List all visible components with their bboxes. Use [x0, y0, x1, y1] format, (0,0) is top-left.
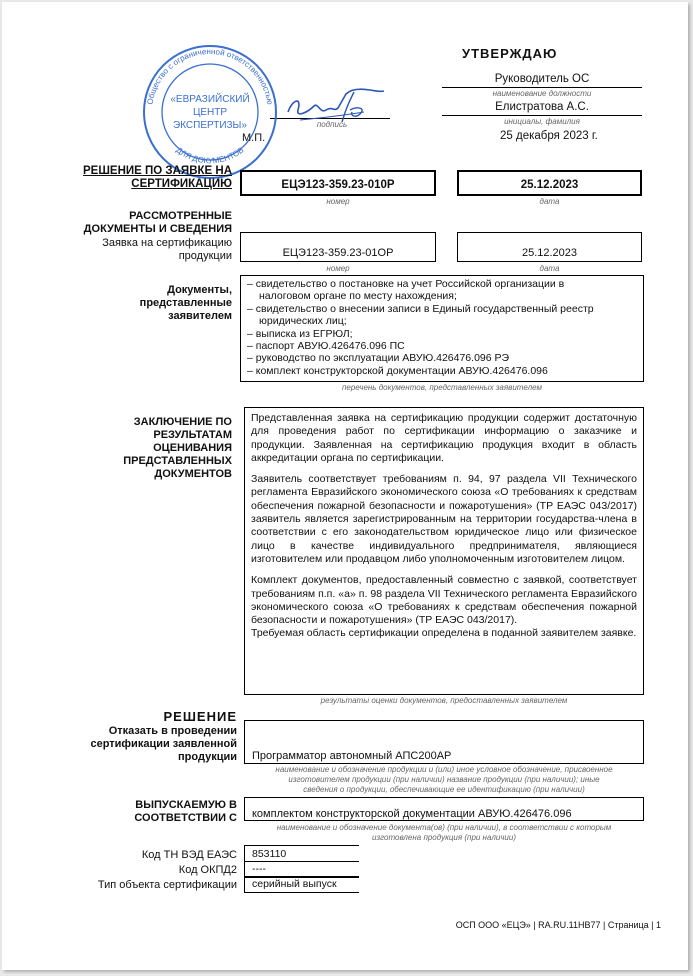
code-tnved-value: 853110 — [252, 848, 287, 860]
conclusion-label-line5: ДОКУМЕНТОВ — [154, 468, 232, 480]
stamp-line3: ЭКСПЕРТИЗЫ» — [173, 120, 247, 131]
conformity-caption — [244, 823, 644, 843]
resolution-label-line3: продукции — [178, 751, 237, 763]
decision-label — [42, 165, 232, 191]
approval-title: УТВЕРЖДАЮ — [462, 46, 558, 61]
documents-caption: перечень документов, представленных заявителем — [342, 383, 542, 392]
approval-position-caption: наименование должности — [492, 89, 592, 98]
conclusion-box — [244, 407, 644, 695]
documents-item: – выписка из ЕГРЮЛ; — [247, 327, 353, 340]
conformity-label — [32, 799, 237, 825]
approval-date: 25 декабря 2023 г. — [500, 130, 598, 142]
approval-name: Елистратова А.С. — [495, 101, 589, 113]
application-label — [32, 237, 232, 263]
documents-item: – паспорт АВУЮ.426476.096 ПС — [247, 340, 405, 353]
documents-box — [240, 275, 644, 382]
application-number: ЕЦЭ123-359.23-01ОР — [282, 247, 394, 259]
documents-label-line2: представленные — [139, 297, 232, 309]
resolution-heading: РЕШЕНИЕ — [163, 709, 237, 724]
stamp-outer-text: Общество с ограниченной ответственностью — [145, 46, 275, 106]
decision-label-line2: СЕРТИФИКАЦИЮ — [131, 178, 232, 190]
document-page — [2, 2, 688, 970]
resolution-label-line2: сертификации заявленной — [90, 738, 237, 750]
documents-label — [32, 284, 232, 323]
conformity-value: комплектом конструкторской документации АВУЮ.426476.096 — [252, 808, 572, 820]
page-footer: ОСП ООО «ЕЦЭ» | RA.RU.11НВ77 | Страница | 1 — [455, 920, 661, 930]
signature-caption: подпись — [316, 120, 348, 129]
conclusion-paragraph: Требуемая область сертификации определена в поданной заявителем заявке. — [251, 627, 637, 640]
conclusion-label-line3: ОЦЕНИВАНИЯ — [153, 442, 232, 454]
decision-number-caption: номер — [326, 197, 350, 206]
conclusion-caption: результаты оценки документов, предоставленных заявителем — [320, 696, 568, 705]
object-type-value: серийный выпуск — [252, 878, 337, 890]
approval-name-line — [442, 115, 642, 116]
application-number-caption: номер — [326, 264, 350, 273]
documents-item: – свидетельство о постановке на учет Российской организации в — [247, 278, 565, 290]
mp-label: М.П. — [242, 132, 266, 144]
product-caption-line1: наименование и обозначение продукции и (или) иное условное обозначение, присвоенное — [275, 765, 613, 774]
application-label-line1: Заявка на сертификацию — [102, 237, 232, 249]
conformity-label-line2: СООТВЕТСТВИИ С — [134, 812, 237, 824]
conformity-label-line1: ВЫПУСКАЕМУЮ В — [135, 799, 237, 811]
organization-stamp — [140, 42, 280, 182]
product-caption — [244, 765, 644, 795]
code-tnved-label: Код ТН ВЭД ЕАЭС — [141, 849, 237, 861]
object-type-label: Тип объекта сертификации — [97, 879, 237, 891]
svg-text:ДЛЯ ДОКУМЕНТОВ — [174, 145, 245, 165]
decision-number: ЕЦЭ123-359.23-010Р — [281, 179, 395, 191]
conclusion-label-line2: РЕЗУЛЬТАТАМ — [153, 429, 232, 441]
product-caption-line3: сведения о продукции, обеспечивающие ее идентификацию (при наличии) — [303, 785, 585, 794]
stamp-line1: «ЕВРАЗИЙСКИЙ — [170, 94, 250, 105]
conclusion-label-line4: ПРЕДСТАВЛЕННЫХ — [123, 455, 232, 467]
application-date-caption: дата — [539, 264, 560, 273]
decision-date-caption: дата — [539, 197, 560, 206]
stamp-line2: ЦЕНТР — [192, 107, 228, 118]
signature-image — [280, 82, 390, 132]
conclusion-paragraph: Заявитель соответствует требованиям п. 94, 97 раздела VII Технического регламента Евразийского экономического союза «О требованиях к средствам обеспечения пожарной безопасности и пожаротушения» (ТР ЕАЭС 043/2017) заявитель является зарегистрированным на территории государства-члена в соответствии с его законодательством юридическое лицо или физическое лицо в качестве индивидуального предпринимателя, являющиеся изготовителем или продавцом либо уполномоченным изготовителем лицом. — [251, 473, 637, 565]
documents-item: – руководство по эксплуатации АВУЮ.426476.096 РЭ — [247, 352, 510, 365]
application-label-line2: продукции — [178, 250, 232, 262]
product-name: Программатор автономный АПС200АР — [252, 750, 452, 762]
documents-item: юридических лиц; — [259, 315, 347, 328]
documents-item: – комплект конструкторской документации АВУЮ.426476.096 — [247, 364, 548, 377]
conformity-caption-line1: наименование и обозначение документа(ов) (при наличии), в соответствии с которым — [276, 823, 612, 832]
conclusion-label — [32, 416, 232, 481]
reviewed-heading — [32, 210, 232, 236]
documents-label-line3: заявителем — [168, 310, 232, 322]
documents-label-line1: Документы, — [167, 284, 232, 296]
decision-label-line1: РЕШЕНИЕ ПО ЗАЯВКЕ НА — [83, 165, 232, 177]
decision-date: 25.12.2023 — [520, 179, 579, 191]
code-okpd2-value: ---- — [252, 863, 266, 875]
conclusion-label-line1: ЗАКЛЮЧЕНИЕ ПО — [133, 416, 232, 428]
reviewed-heading-line2: ДОКУМЕНТЫ И СВЕДЕНИЯ — [83, 223, 232, 235]
conformity-caption-line2: изготовлена продукция (при наличии) — [372, 833, 516, 842]
approval-position-line — [442, 87, 642, 88]
conclusion-paragraph: Комплект документов, предоставленный совместно с заявкой, соответствует требованиям п.п. «а» п. 98 раздела VII Технического регламента Евразийского экономического союза «О требованиях к средствам обеспечения пожарной безопасности и пожаротушения» (ТР ЕАЭС 043/2017). — [251, 574, 637, 627]
conformity-underline — [244, 820, 644, 821]
approval-position: Руководитель ОС — [494, 73, 590, 85]
application-date: 25.12.2023 — [521, 247, 578, 259]
resolution-label — [32, 725, 237, 764]
approval-name-caption: инициалы, фамилия — [504, 117, 580, 126]
stamp-outer-bottom: ДЛЯ ДОКУМЕНТОВ — [174, 145, 246, 166]
resolution-label-line1: Отказать в проведении — [108, 725, 237, 737]
product-underline — [244, 763, 644, 764]
reviewed-heading-line1: РАССМОТРЕННЫЕ — [129, 210, 232, 222]
documents-item: – свидетельство о внесении записи в Единый государственный реестр — [247, 302, 594, 315]
conclusion-paragraph: Представленная заявка на сертификацию продукции содержит достаточную для проведения работ по сертификации информацию о заказчике и продукции. Заявленная на сертификацию продукция входит в область аккредитации органа по сертификации. — [251, 412, 637, 464]
documents-item: налоговом органе по месту нахождения; — [259, 290, 457, 303]
product-caption-line2: изготовителем продукции (при наличии) название продукции (при наличии); иные — [288, 775, 600, 784]
code-okpd2-label: Код ОКПД2 — [178, 864, 237, 876]
